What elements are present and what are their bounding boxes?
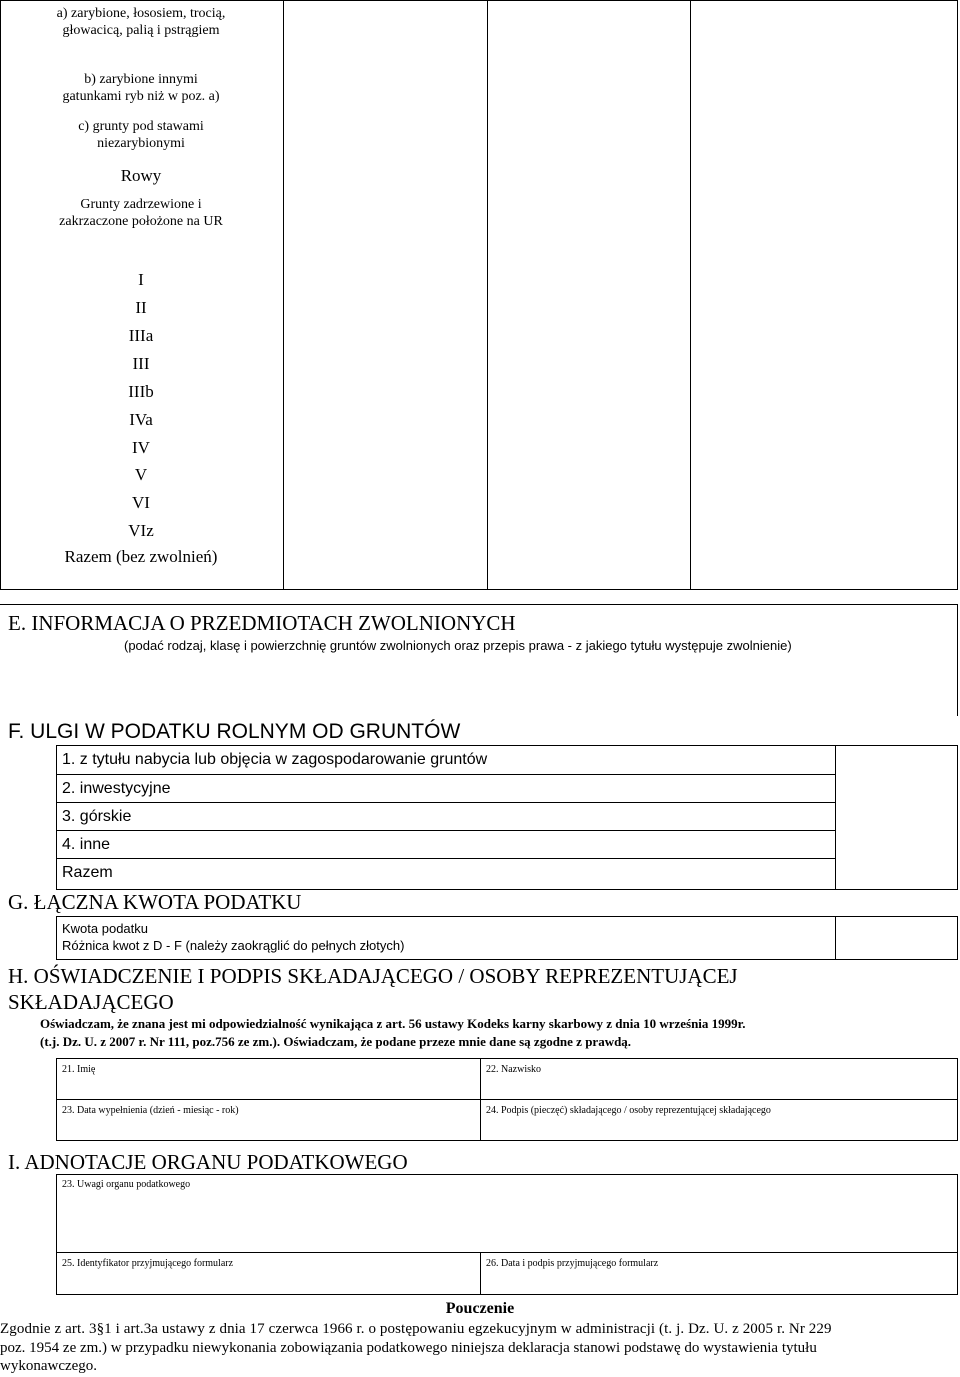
section-e-input-area[interactable] <box>30 660 950 710</box>
land-row-label: VIz <box>128 521 154 540</box>
section-f-value-input[interactable] <box>836 746 957 774</box>
section-f-value-input[interactable] <box>836 831 957 858</box>
pouczenie-line1: Zgodnie z art. 3§1 i art.3a ustawy z dnia 17 czerwca 1966 r. o postępowaniu egzekucyjnym w administracji (t. j. Dz. U. z 2005 r. Nr 229 <box>0 1321 832 1337</box>
land-table-label-column-border <box>283 0 284 590</box>
land-row-label: Grunty zadrzewione i zakrzaczone położone na UR <box>59 197 223 229</box>
section-f-row-divider <box>56 858 836 859</box>
section-f-item: 1. z tytułu nabycia lub objęcia w zagospodarowanie gruntów <box>62 751 488 768</box>
receiver-date-signature-input[interactable] <box>481 1271 957 1294</box>
tax-amount-input[interactable] <box>836 917 957 959</box>
land-row-label: III <box>132 354 150 373</box>
section-f-value-input[interactable] <box>836 775 957 802</box>
section-f-title: F. ULGI W PODATKU ROLNYM OD GRUNTÓW <box>8 720 461 743</box>
last-name-input[interactable] <box>481 1077 957 1098</box>
section-f-item: 4. inne <box>62 836 111 853</box>
first-name-field-label: 21. Imię <box>62 1064 96 1075</box>
section-i-title: I. ADNOTACJE ORGANU PODATKOWEGO <box>8 1150 408 1174</box>
section-f-item: 2. inwestycyjne <box>62 780 171 797</box>
section-f-row-divider <box>56 774 836 775</box>
fill-date-input[interactable] <box>57 1118 479 1140</box>
section-i-row-divider <box>56 1252 958 1253</box>
land-row-label: Rowy <box>120 166 162 185</box>
land-table-col-divider-2 <box>690 0 691 590</box>
section-h-statement-line1: Oświadczam, że znana jest mi odpowiedzialność wynikająca z art. 56 ustawy Kodeks karny skarbowy z dnia 10 września 1999r. <box>40 1016 746 1031</box>
authority-remarks-label: 23. Uwagi organu podatkowego <box>62 1179 191 1190</box>
fill-date-field-label: 23. Data wypełnienia (dzień - miesiąc - rok) <box>62 1105 239 1116</box>
section-g-title: G. ŁĄCZNA KWOTA PODATKU <box>8 890 302 914</box>
section-f-item: Razem <box>62 864 113 881</box>
last-name-field-label: 22. Nazwisko <box>486 1064 541 1075</box>
land-row-label: IIIa <box>128 326 154 345</box>
section-h-title-line1: H. OŚWIADCZENIE I PODPIS SKŁADAJĄCEGO / OSOBY REPREZENTUJĄCEJ <box>8 964 738 988</box>
signature-input[interactable] <box>481 1118 957 1140</box>
land-row-label: V <box>134 465 148 484</box>
land-row-label: IV <box>132 438 150 457</box>
section-f-value-input[interactable] <box>836 803 957 830</box>
section-g-line2: Różnica kwot z D - F (należy zaokrąglić do pełnych złotych) <box>62 938 405 953</box>
land-row-label: b) zarybione innymi gatunkami ryb niż w poz. a) <box>62 72 220 104</box>
pouczenie-line2: poz. 1954 ze zm.) w przypadku niewykonania zobowiązania podatkowego niniejsza deklaracja stanowi podstawę do wystawienia tytułu <box>0 1340 817 1356</box>
land-row-label: Razem (bez zwolnień) <box>64 547 218 566</box>
receiver-date-signature-label: 26. Data i podpis przyjmującego formularz <box>486 1258 659 1269</box>
land-row-label: I <box>138 270 144 289</box>
land-row-label: a) zarybione, łososiem, trocią, głowacicą, palią i pstrągiem <box>56 6 226 38</box>
section-h-row-divider <box>56 1099 958 1100</box>
section-f-item: 3. górskie <box>62 808 132 825</box>
receiver-id-label: 25. Identyfikator przyjmującego formularz <box>62 1258 234 1269</box>
authority-remarks-input[interactable] <box>57 1193 957 1251</box>
land-row-label: II <box>135 298 147 317</box>
pouczenie-title: Pouczenie <box>445 1300 515 1317</box>
section-e-title: E. INFORMACJA O PRZEDMIOTACH ZWOLNIONYCH <box>8 611 516 635</box>
land-row-label: IIIb <box>128 382 154 401</box>
section-e-note: (podać rodzaj, klasę i powierzchnię gruntów zwolnionych oraz przepis prawa - z jakiego tytułu występuje zwolnienie) <box>124 638 792 653</box>
land-row-label: IVa <box>129 410 153 429</box>
land-row-label: c) grunty pod stawami niezarybionymi <box>78 119 204 151</box>
signature-field-label: 24. Podpis (pieczęć) składającego / osoby reprezentującej składającego <box>486 1105 771 1116</box>
section-f-row-divider <box>56 830 836 831</box>
land-row-label: VI <box>132 493 150 512</box>
section-f-value-input[interactable] <box>836 859 957 889</box>
section-h-statement-line2: (t.j. Dz. U. z 2007 r. Nr 111, poz.756 ze zm.). Oświadczam, że podane przeze mnie dane są zgodne z prawdą. <box>40 1034 632 1049</box>
first-name-input[interactable] <box>57 1077 479 1098</box>
receiver-id-input[interactable] <box>57 1271 479 1294</box>
pouczenie-line3: wykonawczego. <box>0 1358 98 1374</box>
section-g-line1: Kwota podatku <box>62 921 149 936</box>
section-f-row-divider <box>56 802 836 803</box>
section-h-title-line2: SKŁADAJĄCEGO <box>8 990 174 1014</box>
land-table-col-divider-1 <box>487 0 488 590</box>
